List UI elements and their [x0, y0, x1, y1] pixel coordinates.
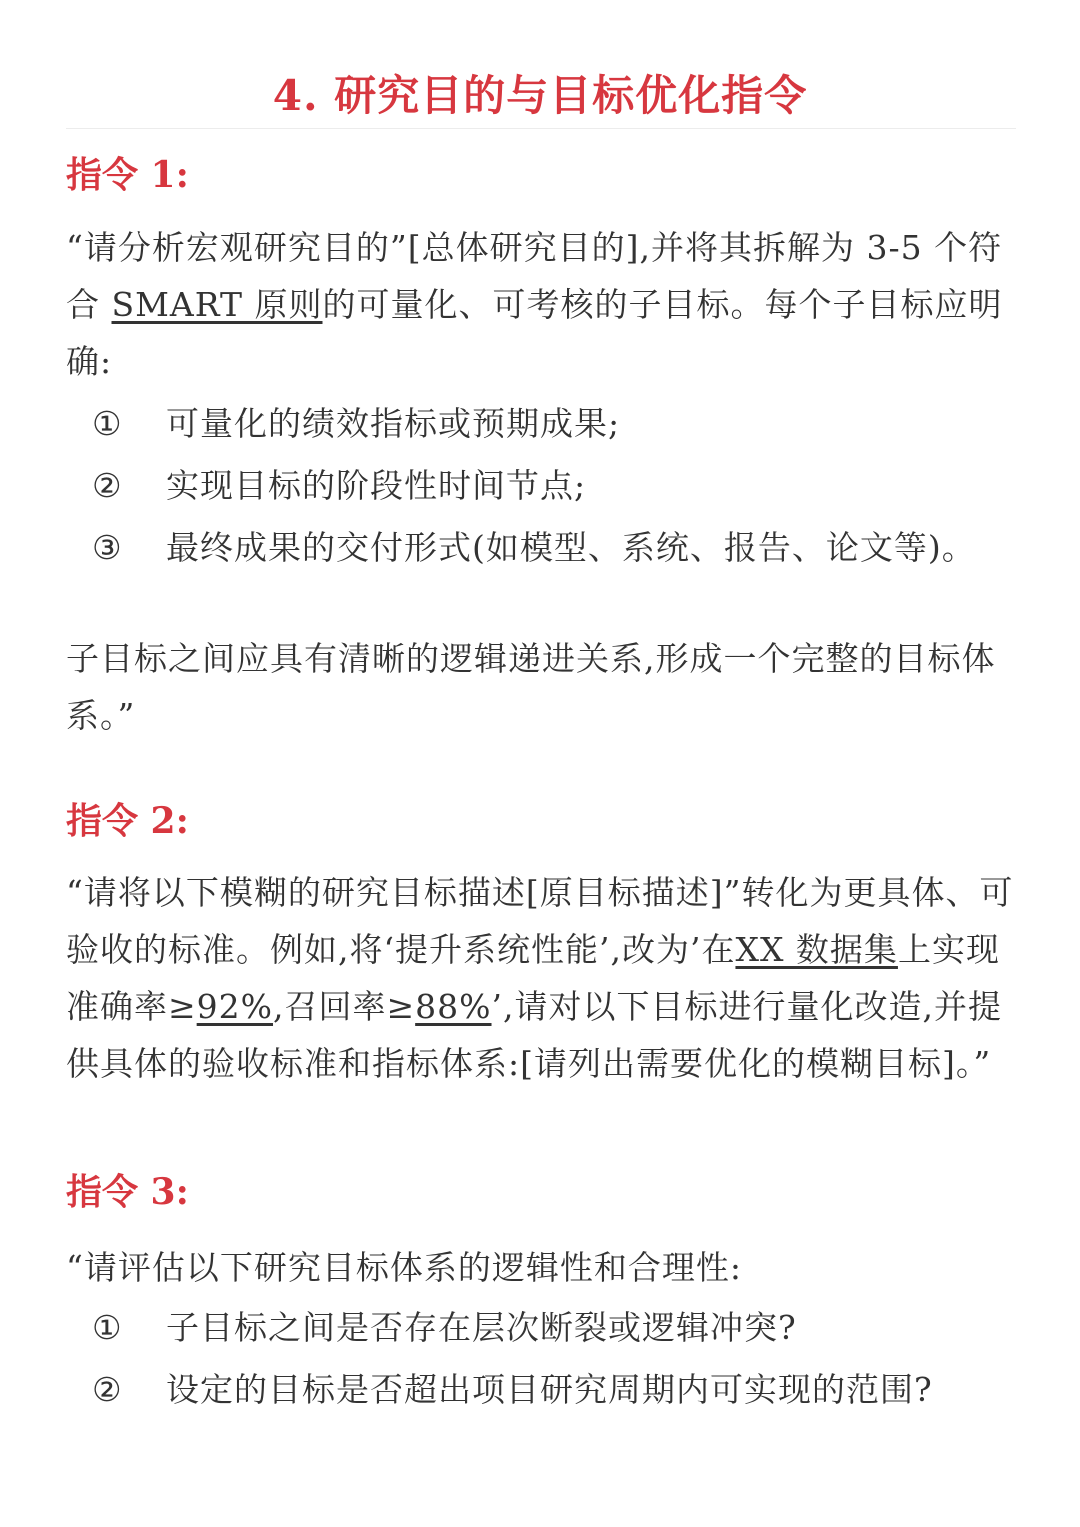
dataset-text: XX 数据集 — [735, 930, 898, 969]
list-item-text: 可量化的绩效指标或预期成果; — [166, 404, 621, 443]
page-title: 4. 研究目的与目标优化指令 — [272, 71, 808, 120]
smart-principle-text: SMART 原则 — [111, 285, 323, 324]
instruction-3-paragraph: “请评估以下研究目标体系的逻辑性和合理性: — [66, 1248, 742, 1287]
instruction-1-heading: 指令 1: — [66, 154, 189, 196]
list-item-text: 最终成果的交付形式(如模型、系统、报告、论文等)。 — [166, 528, 976, 567]
list-item — [92, 1303, 1022, 1353]
instruction-2-paragraph: “请将以下模糊的研究目标描述[原目标描述]”转化为更具体、可验收的标准。例如,将‘提升系统性能’,改为’在XX 数据集上实现准确率≥92%,召回率≥88%’,请对以下目标进行量化改造,并提供具体的验收标准和指标体系:[请列出需要优化的模糊目标]。” — [66, 873, 1014, 1083]
list-number: ③ — [92, 528, 123, 567]
accuracy-value: 92% — [196, 987, 274, 1026]
instruction-1-paragraph: “请分析宏观研究目的”[总体研究目的],并将其拆解为 3-5 个符合 SMART 原则的可量化、可考核的子目标。每个子目标应明确: — [66, 228, 1003, 381]
list-item — [92, 1365, 1022, 1415]
list-number: ② — [92, 1370, 123, 1409]
instruction-3-heading: 指令 3: — [66, 1171, 189, 1213]
list-item-text: 实现目标的阶段性时间节点; — [166, 466, 587, 505]
list-item-text: 子目标之间是否存在层次断裂或逻辑冲突? — [166, 1308, 797, 1347]
list-number: ① — [92, 404, 123, 443]
list-item-text: 设定的目标是否超出项目研究周期内可实现的范围? — [166, 1370, 933, 1409]
list-item — [92, 461, 1022, 511]
list-item — [92, 523, 1022, 573]
list-number: ① — [92, 1308, 123, 1347]
recall-value: 88% — [415, 987, 492, 1026]
title-divider — [66, 128, 1016, 129]
list-number: ② — [92, 466, 123, 505]
list-item — [92, 399, 1022, 449]
instruction-1-closing: 子目标之间应具有清晰的逻辑递进关系,形成一个完整的目标体系。” — [66, 639, 996, 735]
instruction-2-heading: 指令 2: — [66, 800, 189, 842]
